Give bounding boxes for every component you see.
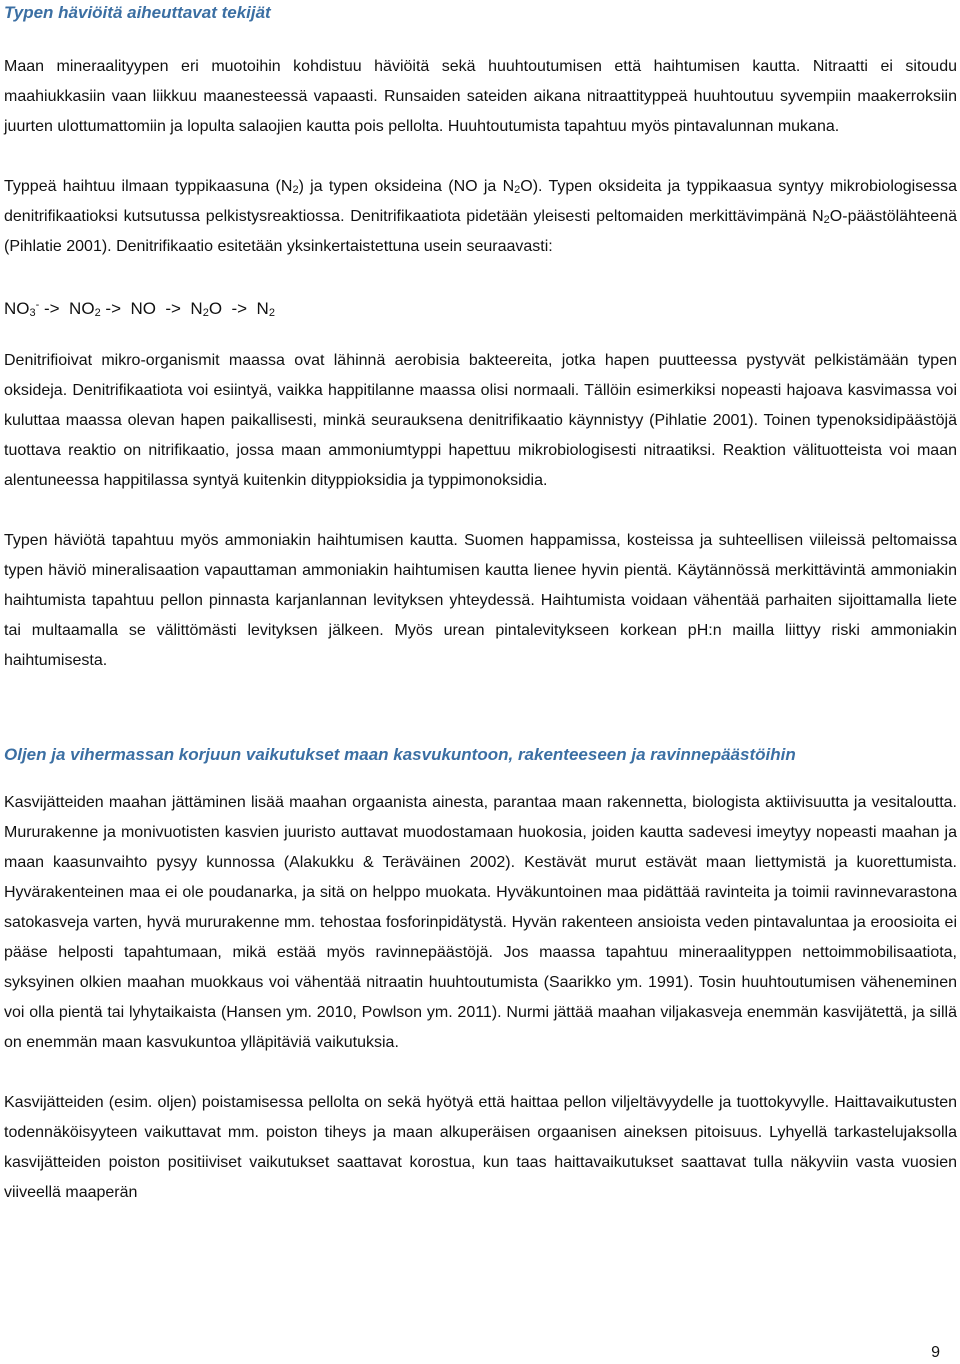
paragraph-ammonia-volatilization: Typen häviötä tapahtuu myös ammoniakin haihtumisen kautta. Suomen happamissa, kosteissa ja suhteellisen viileissä peltomaissa typen häviö mineralisaation vapauttaman ammoniakin haihtumisen kautta lienee hyvin pientä. Käytännössä merkittävintä ammoniakin haihtumista tapahtuu pellon pinnasta karjanlannan levityksen yhteydessä. Haihtumista voidaan vähentää parhaiten sijoittamalla liete tai multaamalla se välittömästi levityksen jälkeen. Myös urean pintalevitykseen korkean pH:n mailla liittyy riski ammoniakin haihtumisesta.: [4, 532, 957, 669]
page-number: 9: [931, 1344, 940, 1361]
section-heading-straw-harvest: Oljen ja vihermassan korjuun vaikutukset maan kasvukuntoon, rakenteeseen ja ravinnepäästöihin: [4, 745, 796, 764]
paragraph-residue-removal: Kasvijätteiden (esim. oljen) poistamisessa pellolta on sekä hyötyä että haittaa pellon viljeltävyydelle ja tuottokyvylle. Haittavaikutusten todennäköisyyteen vaikuttavat mm. poiston tiheys ja maan alkuperäisen orgaanisen aineksen pitoisuus. Lyhyellä tarkastelujaksolla kasvijätteiden poiston positiiviset vaikutukset saattavat korostua, kun taas haittavaikutukset saattavat tulla näkyviin vasta vuosien viiveellä maaperän: [4, 1094, 957, 1201]
denitrification-formula: $NO_3^- -> NO_2$ -> NO -> $N_2O -> N_2$: [4, 299, 275, 319]
document-page: [4, 0, 957, 1208]
paragraph-losses-intro: Maan mineraalityypen eri muotoihin kohdistuu häviöitä sekä huuhtoutumisen että haihtumisen kautta. Nitraatti ei sitoudu maahiukkasiin vaan liikkuu maanesteessä vapaasti. Runsaiden sateiden aikana nitraattityppeä huuhtoutuu syvempiin maakerroksiin juurten ulottumattomiin ja lopulta salaojien kautta pois pellolta. Huuhtoutumista tapahtuu myös pintavalunnan mukana.: [4, 58, 957, 135]
paragraph-denitrification: Typpeä haihtuu ilmaan typpikaasuna $(N_2)$ ja typen oksideina (NO ja $N_2O$). Typen oksideita ja typpikaasua syntyy mikrobiologisessa denitrifikaatioksi kutsutussa pelkistysreaktiossa. Denitrifikaatiota pidetään yleisesti peltomaiden merkittävimpänä $N_2O$-päästölähteenä (Pihlatie 2001). Denitrifikaatio esitetään yksinkertaistettuna usein seuraavasti:: [4, 178, 958, 255]
paragraph-crop-residues: Kasvijätteiden maahan jättäminen lisää maahan orgaanista ainesta, parantaa maan rakennetta, biologista aktiivisuutta ja vesitaloutta. Mururakenne ja monivuotisten kasvien juuristo auttavat muodostamaan huokosia, joiden kautta sadevesi imeytyy nopeasti maahan ja maan kaasunvaihto pysyy kunnossa (Alakukku & Teräväinen 2002). Kestävät murut estävät maan liettymistä ja kuorettumista. Hyvärakenteinen maa ei ole poudanarka, ja sitä on helppo muokata. Hyväkuntoinen maa pidättää ravinteita ja toimii ravinnevarastona satokasveja varten, hyvä mururakenne mm. tehostaa fosforinpidätystä. Hyvän rakenteen ansioista veden pintavaluntaa ja eroosioita ei pääse helposti tapahtumaan, mikä estää myös ravinnepäästöjä. Jos maassa tapahtuu mineraalityppen nettoimmobilisaatiota, syksyinen olkien maahan muokkaus voi vähentää nitraatin huuhtoutumista (Saarikko ym. 1991). Tosin huuhtoutumisen väheneminen voi olla pientä tai lyhytaikaista (Hansen ym. 2010, Powlson ym. 2011). Nurmi jättää maahan viljakasveja enemmän kasvijätettä, ja sillä on enemmän maan kasvukuntoa ylläpitäviä vaikutuksia.: [4, 794, 957, 1051]
paragraph-denitrifying-organisms: Denitrifioivat mikro-organismit maassa ovat lähinnä aerobisia bakteereita, jotka hapen puutteessa pystyvät pelkistämään typen oksideja. Denitrifikaatiota voi esiintyä, vaikka happitilanne maassa olisi normaali. Tällöin esimerkiksi nopeasti hajoava kasvimassa voi kuluttaa maassa olevan hapen paikallisesti, minkä seurauksena denitrifikaatio käynnistyy (Pihlatie 2001). Toinen typenoksidipäästöjä tuottava reaktio on nitrifikaatio, jossa maan ammoniumtyppi hapettuu mikrobiologisesti nitraatiksi. Reaktion välituotteista voi maan alentuneessa happitilassa syntyä kuitenkin dityppioksidia ja typpimonoksidia.: [4, 352, 957, 489]
section-heading-nitrogen-losses: Typen häviöitä aiheuttavat tekijät: [4, 3, 271, 22]
